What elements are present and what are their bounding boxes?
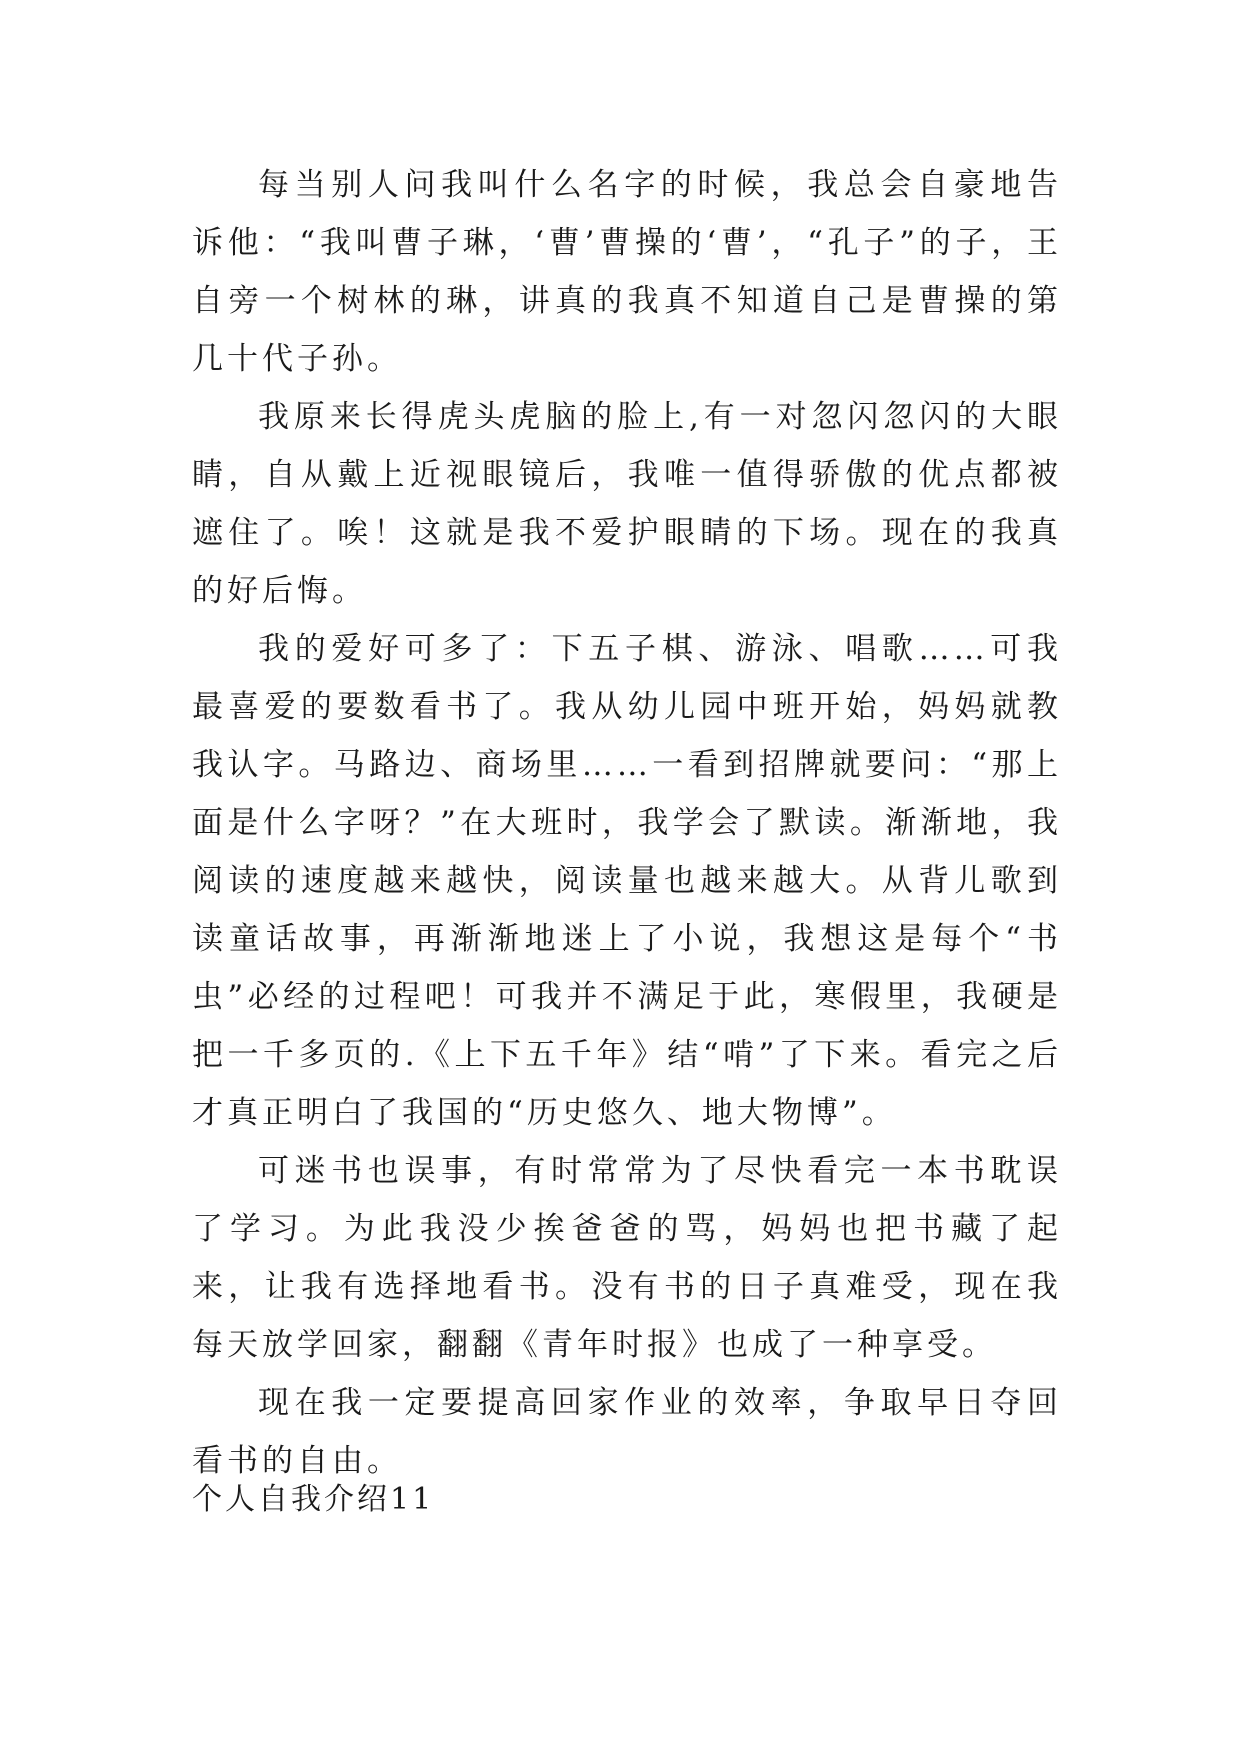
- paragraph-appearance: 我原来长得虎头虎脑的脸上,有一对忽闪忽闪的大眼睛，自从戴上近视眼镜后，我唯一值得骄傲的优点都被遮住了。唉！这就是我不爱护眼睛的下场。现在的我真的好后悔。: [192, 399, 1062, 609]
- paragraph-resolution: 现在我一定要提高回家作业的效率，争取早日夺回看书的自由。: [192, 1385, 1062, 1479]
- paragraph-name-intro: 每当别人问我叫什么名字的时候，我总会自豪地告诉他：“我叫曹子琳，‘曹’曹操的‘曹’，“孔子”的子，王自旁一个树林的琳，讲真的我真不知道自己是曹操的第几十代子孙。: [192, 167, 1062, 377]
- document-body: [192, 156, 1062, 1490]
- section-heading: 个人自我介绍11: [192, 1482, 435, 1517]
- paragraph-hobbies: 我的爱好可多了：下五子棋、游泳、唱歌……可我最喜爱的要数看书了。我从幼儿园中班开始，妈妈就教我认字。马路边、商场里……一看到招牌就要问：“那上面是什么字呀？”在大班时，我学会了默读。渐渐地，我阅读的速度越来越快，阅读量也越来越大。从背儿歌到读童话故事，再渐渐地迷上了小说，我想这是每个“书虫”必经的过程吧！可我并不满足于此，寒假里，我硬是把一千多页的.《上下五千年》结“啃”了下来。看完之后才真正明白了我国的“历史悠久、地大物博”。: [192, 631, 1062, 1131]
- paragraph-reading-problem: 可迷书也误事，有时常常为了尽快看完一本书耽误了学习。为此我没少挨爸爸的骂，妈妈也把书藏了起来，让我有选择地看书。没有书的日子真难受，现在我每天放学回家，翻翻《青年时报》也成了一种享受。: [192, 1153, 1062, 1363]
